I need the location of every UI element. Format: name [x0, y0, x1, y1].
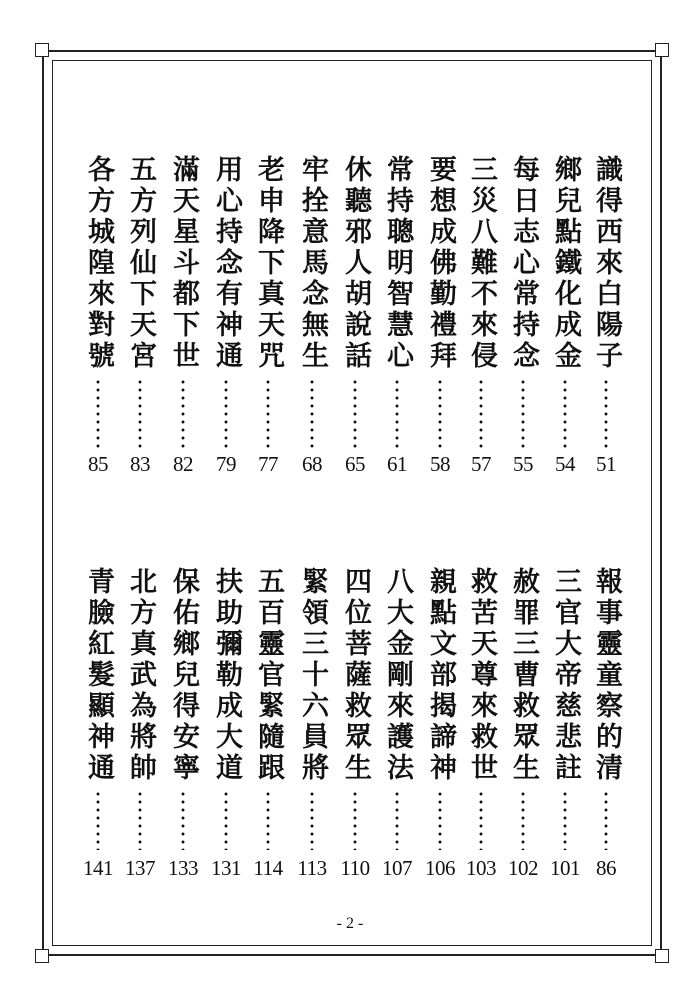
dot-leader — [266, 378, 270, 448]
dot-leader — [479, 790, 483, 850]
dot-leader — [395, 378, 399, 448]
dot-leader — [563, 790, 567, 850]
toc-entry — [508, 567, 538, 850]
toc-entry — [297, 155, 327, 448]
toc-entry — [591, 567, 621, 850]
dot-leader — [96, 790, 100, 850]
dot-leader — [138, 790, 142, 850]
toc-entry-page-number: 141 — [83, 856, 113, 880]
toc-entry-page-number: 58 — [430, 452, 450, 476]
toc-entry-page-number: 55 — [513, 452, 533, 476]
dot-leader — [521, 378, 525, 448]
dot-leader — [96, 378, 100, 448]
toc-entry-title: 親點文部揭諦神 — [425, 567, 456, 784]
toc-entry-page-number: 86 — [596, 856, 616, 880]
toc-entry — [508, 155, 538, 448]
corner-ornament-bottom-right — [655, 949, 669, 963]
toc-entry-title: 用心持念有神通 — [211, 155, 242, 372]
corner-ornament-top-right — [655, 43, 669, 57]
toc-entry-page-number: 102 — [508, 856, 538, 880]
toc-entry-title: 四位菩薩救眾生 — [340, 567, 371, 784]
toc-entry-page-number: 101 — [550, 856, 580, 880]
toc-entry — [168, 155, 198, 448]
toc-entry — [550, 567, 580, 850]
toc-entry-page-number: 106 — [425, 856, 455, 880]
toc-entry-title: 八大金剛來護法 — [382, 567, 413, 784]
toc-entry-title: 識得西來白陽子 — [591, 155, 622, 372]
toc-entry — [591, 155, 621, 448]
toc-entry — [83, 155, 113, 448]
dot-leader — [353, 790, 357, 850]
toc-entry-title: 保佑鄉兒得安寧 — [168, 567, 199, 784]
toc-entry-page-number: 54 — [555, 452, 575, 476]
toc-entry-title: 扶助彌勒成大道 — [211, 567, 242, 784]
toc-entry — [253, 567, 283, 850]
toc-entry — [168, 567, 198, 850]
dot-leader — [224, 790, 228, 850]
toc-entry-title: 各方城隍來對號 — [83, 155, 114, 372]
dot-leader — [353, 378, 357, 448]
dot-leader — [438, 790, 442, 850]
toc-entry — [211, 567, 241, 850]
toc-entry — [83, 567, 113, 850]
dot-leader — [224, 378, 228, 448]
toc-entry-page-number: 103 — [466, 856, 496, 880]
toc-entry-title: 三官大帝慈悲註 — [550, 567, 581, 784]
dot-leader — [138, 378, 142, 448]
toc-entry — [125, 155, 155, 448]
dot-leader — [310, 790, 314, 850]
toc-entry-page-number: 82 — [173, 452, 193, 476]
page-number: - 2 - — [336, 915, 364, 932]
dot-leader — [521, 790, 525, 850]
dot-leader — [310, 378, 314, 448]
dot-leader — [479, 378, 483, 448]
toc-entry-title: 滿天星斗都下世 — [168, 155, 199, 372]
dot-leader — [395, 790, 399, 850]
dot-leader — [181, 378, 185, 448]
toc-entry-title: 老申降下真天咒 — [253, 155, 284, 372]
dot-leader — [266, 790, 270, 850]
toc-entry-title: 鄉兒點鐵化成金 — [550, 155, 581, 372]
toc-entry-page-number: 113 — [297, 856, 327, 880]
dot-leader — [563, 378, 567, 448]
toc-entry-title: 三災八難不來侵 — [466, 155, 497, 372]
toc-entry-title: 要想成佛勤禮拜 — [425, 155, 456, 372]
dot-leader — [604, 790, 608, 850]
dot-leader — [181, 790, 185, 850]
toc-entry-title: 每日志心常持念 — [508, 155, 539, 372]
toc-entry-page-number: 51 — [596, 452, 616, 476]
toc-entry — [340, 567, 370, 850]
toc-entry-page-number: 77 — [258, 452, 278, 476]
toc-entry — [340, 155, 370, 448]
toc-entry-title: 五方列仙下天宮 — [125, 155, 156, 372]
corner-ornament-bottom-left — [35, 949, 49, 963]
toc-entry-title: 常持聰明智慧心 — [382, 155, 413, 372]
toc-entry-page-number: 57 — [471, 452, 491, 476]
toc-entry-page-number: 68 — [302, 452, 322, 476]
toc-entry-page-number: 61 — [387, 452, 407, 476]
toc-entry-title: 赦罪三曹救眾生 — [508, 567, 539, 784]
toc-entry — [466, 155, 496, 448]
toc-entry — [382, 155, 412, 448]
toc-entry-title: 北方真武為將帥 — [125, 567, 156, 784]
toc-entry — [550, 155, 580, 448]
toc-entry — [466, 567, 496, 850]
toc-entry-title: 報事靈童察的清 — [591, 567, 622, 784]
toc-entry-title: 牢拴意馬念無生 — [297, 155, 328, 372]
dot-leader — [438, 378, 442, 448]
toc-entry-title: 五百靈官緊隨跟 — [253, 567, 284, 784]
toc-entry-title: 休聽邪人胡說話 — [340, 155, 371, 372]
toc-entry-page-number: 107 — [382, 856, 412, 880]
toc-entry-page-number: 133 — [168, 856, 198, 880]
toc-entry-title: 緊領三十六員將 — [297, 567, 328, 784]
toc-entry-page-number: 79 — [216, 452, 236, 476]
toc-entry-page-number: 110 — [340, 856, 370, 880]
toc-entry — [382, 567, 412, 850]
toc-entry — [297, 567, 327, 850]
toc-entry-title: 救苦天尊來救世 — [466, 567, 497, 784]
toc-entry — [253, 155, 283, 448]
toc-entry-page-number: 83 — [130, 452, 150, 476]
toc-entry-title: 青臉紅髮顯神通 — [83, 567, 114, 784]
toc-entry — [425, 567, 455, 850]
toc-entry-page-number: 137 — [125, 856, 155, 880]
toc-entry-page-number: 85 — [88, 452, 108, 476]
toc-entry-page-number: 131 — [211, 856, 241, 880]
toc-entry — [125, 567, 155, 850]
toc-entry — [425, 155, 455, 448]
dot-leader — [604, 378, 608, 448]
corner-ornament-top-left — [35, 43, 49, 57]
toc-entry-page-number: 114 — [253, 856, 283, 880]
toc-entry — [211, 155, 241, 448]
toc-entry-page-number: 65 — [345, 452, 365, 476]
